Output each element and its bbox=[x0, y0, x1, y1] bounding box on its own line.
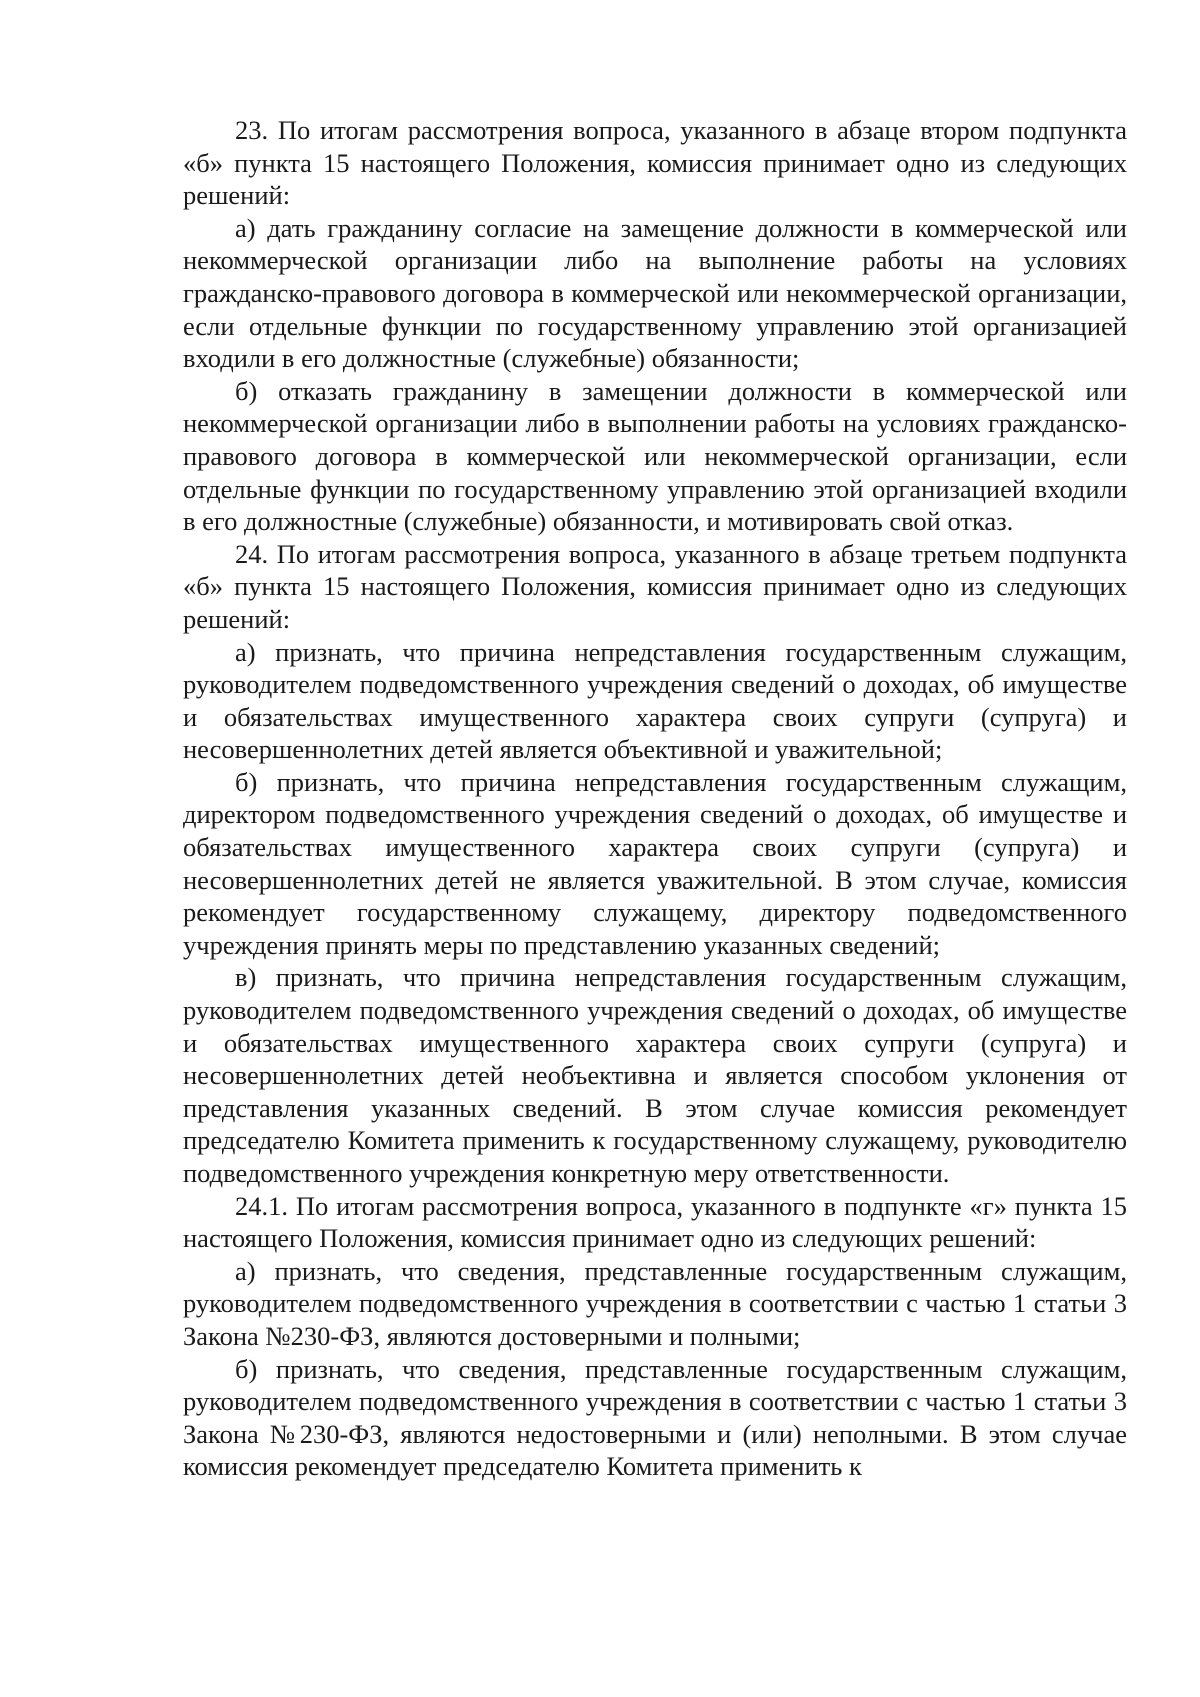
paragraph-24-1-b: б) признать, что сведения, представленные государственным служащим, руководителем подведомственного учреждения в соответствии с частью 1 статьи 3 Закона №230-ФЗ, являются недостоверными и (или) неполными. В этом случае комиссия рекомендует председателю Комитета применить к bbox=[183, 1353, 1127, 1482]
paragraph-24-a: а) признать, что причина непредставления государственным служащим, руководителем подведомственного учреждения сведений о доходах, об имуществе и обязательствах имущественного характера своих супруги (супруга) и несовершеннолетних детей является объективной и уважительной; bbox=[183, 636, 1127, 765]
paragraph-23-a: а) дать гражданину согласие на замещение должности в коммерческой или некоммерческой организации либо на выполнение работы на условиях гражданско-правового договора в коммерческой или некоммерческой организации, если отдельные функции по государственному управлению этой организацией входили в его должностные (служебные) обязанности; bbox=[183, 212, 1127, 374]
paragraph-24: 24. По итогам рассмотрения вопроса, указанного в абзаце третьем подпункта «б» пункта 15 настоящего Положения, комиссия принимает одно из следующих решений: bbox=[183, 538, 1127, 634]
paragraph-24-b: б) признать, что причина непредставления государственным служащим, директором подведомственного учреждения сведений о доходах, об имуществе и обязательствах имущественного характера своих супруги (супруга) и несовершеннолетних детей не является уважительной. В этом случае, комиссия рекомендует государственному служащему, директору подведомственного учреждения принять меры по представлению указанных сведений; bbox=[183, 766, 1127, 960]
paragraph-24-1: 24.1. По итогам рассмотрения вопроса, указанного в подпункте «г» пункта 15 настоящего Положения, комиссия принимает одно из следующих решений: bbox=[183, 1190, 1127, 1254]
paragraph-23-b: б) отказать гражданину в замещении должности в коммерческой или некоммерческой организации либо в выполнении работы на условиях гражданско-правового договора в коммерческой или некоммерческой организации, если отдельные функции по государственному управлению этой организацией входили в его должностные (служебные) обязанности, и мотивировать свой отказ. bbox=[183, 375, 1127, 537]
document-body bbox=[183, 114, 1127, 1483]
paragraph-24-1-a: а) признать, что сведения, представленные государственным служащим, руководителем подведомственного учреждения в соответствии с частью 1 статьи 3 Закона №230-ФЗ, являются достоверными и полными; bbox=[183, 1255, 1127, 1351]
paragraph-24-v: в) признать, что причина непредставления государственным служащим, руководителем подведомственного учреждения сведений о доходах, об имуществе и обязательствах имущественного характера своих супруги (супруга) и несовершеннолетних детей необъективна и является способом уклонения от представления указанных сведений. В этом случае комиссия рекомендует председателю Комитета применить к государственному служащему, руководителю подведомственного учреждения конкретную меру ответственности. bbox=[183, 962, 1127, 1188]
paragraph-23: 23. По итогам рассмотрения вопроса, указанного в абзаце втором подпункта «б» пункта 15 настоящего Положения, комиссия принимает одно из следующих решений: bbox=[183, 115, 1127, 211]
